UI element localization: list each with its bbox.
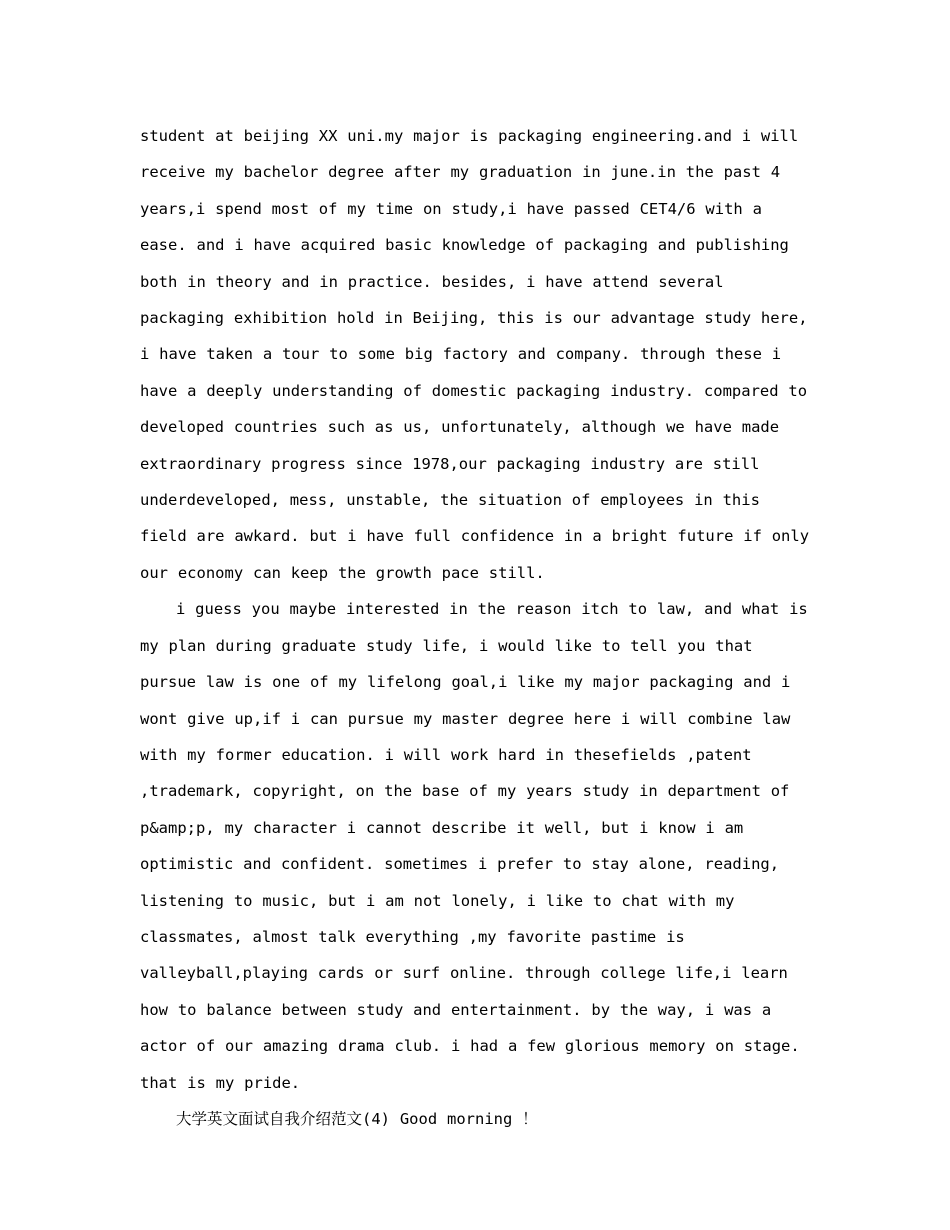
paragraph: 大学英文面试自我介绍范文(4) Good morning ！ [176,1109,538,1128]
paragraph: student at beijing XX uni.my major is packaging engineering.and i will receive my bachelor degree after my graduation in june.in the past 4 years,i spend most of my time on study,i have passed CET4/6 with a ease. and i have acquired basic knowledge of packaging and publishing both in theory and in practice. besides, i have attend several packaging exhibition hold in Beijing, this is our advantage study here, i have taken a tour to some big factory and company. through these i have a deeply understanding of domestic packaging industry. compared to developed countries such as us, unfortunately, although we have made extraordinary progress since 1978,our packaging industry are still underdeveloped, mess, unstable, the situation of employees in this field are awkard. but i have full confidence in a bright future if only our economy can keep the growth pace still. [140,127,810,582]
document-body [140,118,812,1137]
paragraph: i guess you maybe interested in the reason itch to law, and what is my plan during graduate study life, i would like to tell you that pursue law is one of my lifelong goal,i like my major packaging and i wont give up,if i can pursue my master degree here i will combine law with my former education. i will work hard in thesefields ,patent ,trademark, copyright, on the base of my years study in department of p&amp;p, my character i cannot describe it well, but i know i am optimistic and confident. sometimes i prefer to stay alone, reading, listening to music, but i am not lonely, i like to chat with my classmates, almost talk everything ,my favorite pastime is valleyball,playing cards or surf online. through college life,i learn how to balance between study and entertainment. by the way, i was a actor of our amazing drama club. i had a few glorious memory on stage. that is my pride. [140,600,808,1092]
